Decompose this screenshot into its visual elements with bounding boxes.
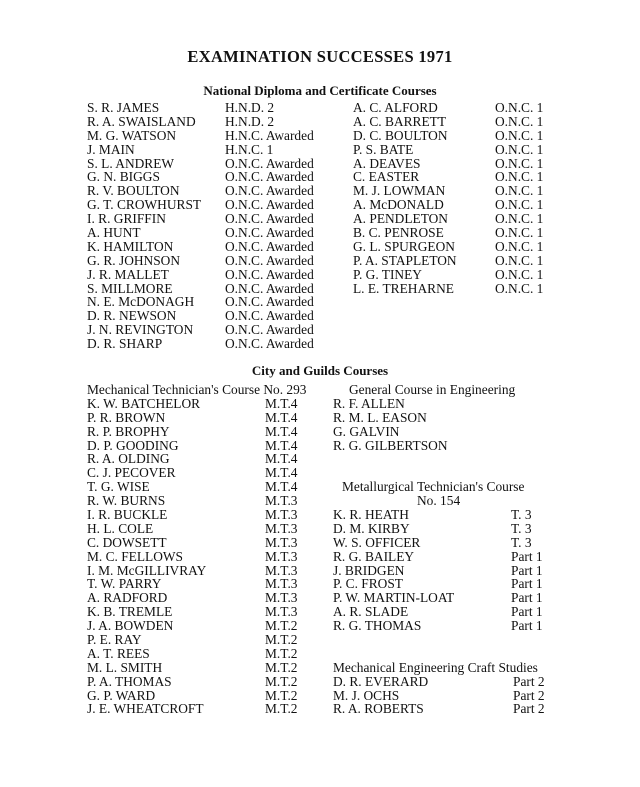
list-item [353, 212, 563, 226]
grade: M.T.2 [265, 687, 298, 703]
grade: O.N.C. 1 [495, 113, 544, 129]
list-item [333, 689, 563, 703]
grade: M.T.2 [265, 659, 298, 675]
list-item [353, 226, 563, 240]
grade: O.N.C. Awarded [225, 308, 314, 324]
list-item [353, 115, 563, 129]
student-name: M. G. WATSON [87, 127, 177, 143]
grade: H.N.C. 1 [225, 141, 274, 157]
student-name: A. DEAVES [353, 155, 421, 171]
list-item [333, 619, 563, 633]
student-name: R. M. L. EASON [333, 409, 427, 425]
student-name: J. R. MALLET [87, 266, 169, 282]
student-name: R. V. BOULTON [87, 183, 180, 199]
grade: O.N.C. 1 [495, 252, 544, 268]
student-name: P. E. RAY [87, 632, 142, 648]
grade: T. 3 [511, 534, 532, 550]
student-name: K. HAMILTON [87, 238, 174, 254]
grade: O.N.C. 1 [495, 211, 544, 227]
grade: O.N.C. Awarded [225, 225, 314, 241]
list-item [333, 577, 563, 591]
student-name: R. A. SWAISLAND [87, 113, 196, 129]
list-item [353, 184, 563, 198]
grade: M.T.3 [265, 534, 298, 550]
list-item [87, 170, 337, 184]
student-name: R. G. GILBERTSON [333, 437, 448, 453]
list-item [87, 619, 337, 633]
list-item [87, 480, 337, 494]
grade: M.T.4 [265, 451, 298, 467]
student-name: G. R. JOHNSON [87, 252, 181, 268]
list-item [87, 536, 337, 550]
student-name: P. W. MARTIN-LOAT [333, 590, 455, 606]
list-item [353, 240, 563, 254]
student-name: D. R. NEWSON [87, 308, 177, 324]
grade: Part 1 [511, 562, 543, 578]
grade: M.T.4 [265, 479, 298, 495]
student-name: J. N. REVINGTON [87, 322, 194, 338]
grade: O.N.C. 1 [495, 141, 544, 157]
grade: M.T.3 [265, 604, 298, 620]
list-item [87, 397, 337, 411]
grade: Part 2 [513, 687, 545, 703]
list-item [87, 522, 337, 536]
student-name: D. R. EVERARD [333, 673, 429, 689]
list-item [353, 282, 563, 296]
student-name: C. DOWSETT [87, 534, 167, 550]
list-item [353, 129, 563, 143]
grade: Part 1 [511, 618, 543, 634]
list-item [87, 591, 337, 605]
student-name: R. G. THOMAS [333, 618, 422, 634]
student-name: A. PENDLETON [353, 211, 448, 227]
list-item [87, 508, 337, 522]
student-name: A. R. SLADE [333, 604, 409, 620]
grade: T. 3 [511, 520, 532, 536]
student-name: I. R. BUCKLE [87, 507, 168, 523]
list-item [87, 254, 337, 268]
general-course-heading: General Course in Engineering [349, 382, 516, 397]
student-name: M. C. FELLOWS [87, 548, 183, 564]
student-name: W. S. OFFICER [333, 534, 421, 550]
grade: O.N.C. 1 [495, 280, 544, 296]
student-name: S. L. ANDREW [87, 155, 175, 171]
grade: Part 2 [513, 701, 545, 717]
list-item [353, 101, 563, 115]
list-item [87, 240, 337, 254]
grade: O.N.C. Awarded [225, 266, 314, 282]
student-name: G. GALVIN [333, 423, 400, 439]
craft-studies-heading: Mechanical Engineering Craft Studies [333, 659, 538, 675]
student-name: G. L. SPURGEON [353, 238, 455, 254]
student-name: J. BRIDGEN [333, 562, 405, 578]
student-name: K. B. TREMLE [87, 604, 173, 620]
student-name: D. C. BOULTON [353, 127, 448, 143]
grade: O.N.C. 1 [495, 183, 544, 199]
grade: H.N.D. 2 [225, 113, 275, 129]
mechanical-course-list [87, 397, 337, 716]
list-item [87, 337, 337, 351]
student-name: M. J. LOWMAN [353, 183, 446, 199]
student-name: R. A. OLDING [87, 451, 170, 467]
student-name: R. F. ALLEN [333, 395, 405, 411]
grade: H.N.C. Awarded [225, 127, 314, 143]
student-name: S. MILLMORE [87, 280, 173, 296]
grade: T. 3 [511, 507, 532, 523]
grade: M.T.3 [265, 548, 298, 564]
list-item [353, 198, 563, 212]
student-name: A. McDONALD [353, 197, 444, 213]
grade: O.N.C. Awarded [225, 252, 314, 268]
grade: Part 1 [511, 590, 543, 606]
list-item [87, 101, 337, 115]
grade: O.N.C. Awarded [225, 336, 314, 352]
student-name: J. A. BOWDEN [87, 618, 174, 634]
metallurgical-course-number: No. 154 [417, 493, 461, 509]
list-item [87, 198, 337, 212]
student-name: K. R. HEATH [333, 507, 409, 523]
grade: M.T.4 [265, 409, 298, 425]
list-item [87, 494, 337, 508]
list-item [333, 605, 563, 619]
student-name: T. W. PARRY [87, 576, 162, 592]
list-item [87, 550, 337, 564]
list-item [87, 577, 337, 591]
grade: H.N.D. 2 [225, 100, 275, 115]
list-item [87, 295, 337, 309]
grade: O.N.C. 1 [495, 100, 544, 115]
student-name: S. R. JAMES [87, 100, 160, 115]
grade: O.N.C. Awarded [225, 294, 314, 310]
student-name: P. R. BROWN [87, 409, 166, 425]
grade: M.T.4 [265, 437, 298, 453]
list-item [333, 564, 563, 578]
list-item [353, 170, 563, 184]
grade: O.N.C. 1 [495, 266, 544, 282]
student-name: R. A. ROBERTS [333, 701, 424, 717]
list-item [87, 452, 337, 466]
grade: O.N.C. Awarded [225, 183, 314, 199]
grade: M.T.3 [265, 493, 298, 509]
craft-studies-list [333, 675, 563, 717]
student-name: I. M. McGILLIVRAY [87, 562, 207, 578]
grade: M.T.4 [265, 395, 298, 411]
grade: M.T.4 [265, 465, 298, 481]
student-name: I. R. GRIFFIN [87, 211, 166, 227]
grade: Part 1 [511, 576, 543, 592]
student-name: H. L. COLE [87, 520, 154, 536]
student-name: T. G. WISE [87, 479, 150, 495]
list-item [87, 647, 337, 661]
student-name: G. N. BIGGS [87, 169, 160, 185]
metallurgical-course-list [333, 508, 563, 633]
list-item [353, 254, 563, 268]
student-name: R. G. BAILEY [333, 548, 415, 564]
grade: M.T.2 [265, 701, 298, 717]
student-name: P. S. BATE [353, 141, 414, 157]
city-guilds-heading: City and Guilds Courses [251, 363, 389, 378]
student-name: M. J. OCHS [333, 687, 400, 703]
list-item [353, 157, 563, 171]
grade: M.T.2 [265, 673, 298, 689]
list-item [333, 550, 563, 564]
list-item [87, 466, 337, 480]
student-name: J. MAIN [87, 141, 135, 157]
mechanical-course-section [87, 383, 337, 716]
list-item [353, 143, 563, 157]
grade: O.N.C. 1 [495, 169, 544, 185]
list-item [333, 591, 563, 605]
mechanical-course-heading: Mechanical Technician's Course No. 293 [87, 382, 307, 397]
student-name: P. C. FROST [333, 576, 403, 592]
student-name: M. L. SMITH [87, 659, 163, 675]
grade: M.T.2 [265, 632, 298, 648]
grade: O.N.C. Awarded [225, 211, 314, 227]
list-item [333, 508, 563, 522]
grade: O.N.C. 1 [495, 225, 544, 241]
list-item [87, 702, 337, 716]
grade: O.N.C. Awarded [225, 280, 314, 296]
grade: O.N.C. 1 [495, 238, 544, 254]
list-item [87, 425, 337, 439]
list-item [333, 536, 563, 550]
student-name: K. W. BATCHELOR [87, 395, 201, 411]
student-name: R. W. BURNS [87, 493, 166, 509]
list-item [87, 439, 337, 453]
grade: M.T.4 [265, 423, 298, 439]
list-item [87, 689, 337, 703]
list-item [87, 129, 337, 143]
student-name: J. E. WHEATCROFT [87, 701, 204, 717]
list-item [87, 143, 337, 157]
student-name: D. M. KIRBY [333, 520, 410, 536]
student-name: A. C. ALFORD [353, 100, 438, 115]
grade: M.T.3 [265, 576, 298, 592]
list-item [87, 268, 337, 282]
grade: M.T.3 [265, 507, 298, 523]
student-name: D. P. GOODING [87, 437, 179, 453]
student-name: A. T. REES [87, 645, 150, 661]
right-courses-column [333, 383, 563, 716]
student-name: P. A. STAPLETON [353, 252, 457, 268]
student-name: A. RADFORD [87, 590, 168, 606]
student-name: D. R. SHARP [87, 336, 163, 352]
list-item [87, 661, 337, 675]
grade: Part 2 [513, 673, 545, 689]
list-item [333, 522, 563, 536]
grade: Part 1 [511, 548, 543, 564]
student-name: G. P. WARD [87, 687, 156, 703]
list-item [87, 633, 337, 647]
national-right-list [353, 101, 563, 295]
student-name: P. A. THOMAS [87, 673, 172, 689]
student-name: C. EASTER [353, 169, 420, 185]
grade: O.N.C. Awarded [225, 197, 314, 213]
grade: O.N.C. Awarded [225, 322, 314, 338]
student-name: A. HUNT [87, 225, 141, 241]
list-item [333, 702, 563, 716]
list-item [333, 675, 563, 689]
list-item [87, 184, 337, 198]
student-name: C. J. PECOVER [87, 465, 176, 481]
page-title: EXAMINATION SUCCESSES 1971 [187, 47, 453, 66]
list-item [87, 411, 337, 425]
grade: O.N.C. 1 [495, 155, 544, 171]
grade: Part 1 [511, 604, 543, 620]
general-course-list [333, 397, 563, 453]
grade: M.T.3 [265, 562, 298, 578]
student-name: G. T. CROWHURST [87, 197, 202, 213]
national-courses-heading: National Diploma and Certificate Courses [203, 83, 437, 98]
grade: O.N.C. Awarded [225, 169, 314, 185]
grade: M.T.2 [265, 645, 298, 661]
list-item [87, 282, 337, 296]
student-name: N. E. McDONAGH [87, 294, 195, 310]
list-item [87, 157, 337, 171]
student-name: L. E. TREHARNE [353, 280, 454, 296]
list-item [353, 268, 563, 282]
list-item [87, 212, 337, 226]
list-item [87, 323, 337, 337]
list-item [87, 675, 337, 689]
grade: O.N.C. 1 [495, 127, 544, 143]
grade: M.T.2 [265, 618, 298, 634]
grade: M.T.3 [265, 590, 298, 606]
list-item [87, 309, 337, 323]
grade: O.N.C. 1 [495, 197, 544, 213]
grade: M.T.3 [265, 520, 298, 536]
metallurgical-course-heading: Metallurgical Technician's Course [342, 479, 525, 495]
list-item [87, 605, 337, 619]
grade: O.N.C. Awarded [225, 155, 314, 171]
national-left-list [87, 101, 337, 351]
list-item [87, 226, 337, 240]
student-name: A. C. BARRETT [353, 113, 446, 129]
list-item [87, 564, 337, 578]
student-name: B. C. PENROSE [353, 225, 444, 241]
list-item [87, 115, 337, 129]
grade: O.N.C. Awarded [225, 238, 314, 254]
student-name: P. G. TINEY [353, 266, 422, 282]
student-name: R. P. BROPHY [87, 423, 170, 439]
